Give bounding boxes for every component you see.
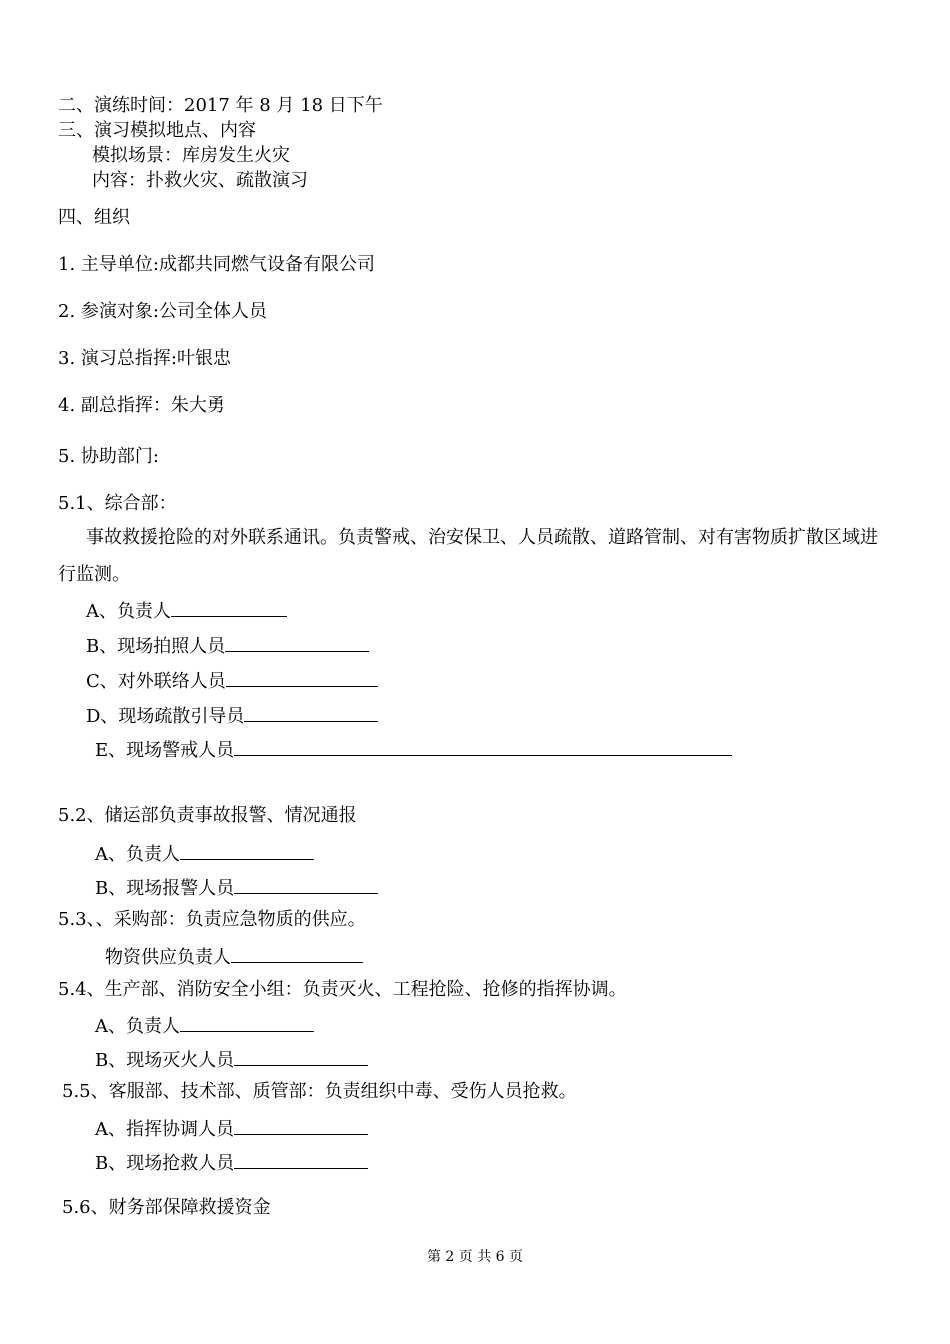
assist-departments: 5. 协助部门: (58, 446, 159, 467)
s51-c-label: C、对外联络人员 (86, 671, 226, 692)
section-5-6: 5.6、财务部保障救援资金 (62, 1197, 271, 1218)
s54-a-blank (180, 1013, 314, 1032)
deputy-commander: 4. 副总指挥：朱大勇 (58, 395, 225, 416)
s51-c-row (86, 668, 378, 693)
s52-a-blank (180, 841, 314, 860)
s51-e-label: E、现场警戒人员 (95, 740, 235, 761)
s51-a-blank (171, 598, 287, 617)
s51-a-row (86, 598, 287, 623)
s53-a-row (105, 944, 363, 969)
host-unit: 1. 主导单位:成都共同燃气设备有限公司 (58, 254, 375, 275)
s52-a-label: A、负责人 (95, 844, 180, 865)
section-5-1-desc-1: 事故救援抢险的对外联系通讯。负责警戒、治安保卫、人员疏散、道路管制、对有害物质扩散区域进 (86, 527, 878, 548)
participants: 2. 参演对象:公司全体人员 (58, 301, 267, 322)
s51-e-blank (234, 737, 732, 756)
section-5-1: 5.1、综合部： (58, 493, 177, 514)
s52-b-blank (234, 875, 378, 894)
s51-b-blank (225, 633, 369, 652)
s54-a-label: A、负责人 (95, 1016, 180, 1037)
s52-a-row (95, 841, 314, 866)
s55-a-row (95, 1116, 368, 1141)
section-5-4: 5.4、生产部、消防安全小组：负责灭火、工程抢险、抢修的指挥协调。 (58, 979, 627, 1000)
section-5-5: 5.5、客服部、技术部、质管部：负责组织中毒、受伤人员抢救。 (62, 1081, 577, 1102)
section-5-3: 5.3、、采购部：负责应急物质的供应。 (58, 909, 366, 930)
s54-b-row (95, 1047, 368, 1072)
commander: 3. 演习总指挥:叶银忠 (58, 348, 231, 369)
s53-a-blank (231, 944, 363, 963)
s55-b-blank (234, 1150, 368, 1169)
s55-a-blank (234, 1116, 368, 1135)
s55-a-label: A、指挥协调人员 (95, 1119, 234, 1140)
s54-b-label: B、现场灭火人员 (95, 1050, 235, 1071)
s53-a-label: 物资供应负责人 (105, 947, 231, 968)
s55-b-label: B、现场抢救人员 (95, 1153, 235, 1174)
section-5-2: 5.2、储运部负责事故报警、情况通报 (58, 805, 357, 826)
section-5-1-desc-2: 行监测。 (58, 564, 130, 585)
scene: 模拟场景：库房发生火灾 (92, 145, 290, 166)
s51-b-label: B、现场拍照人员 (86, 636, 226, 657)
s51-d-blank (244, 703, 378, 722)
s51-e-row (95, 737, 732, 762)
drill-time: 二、演练时间：2017 年 8 月 18 日下午 (58, 95, 383, 116)
s52-b-row (95, 875, 378, 900)
s51-d-label: D、现场疏散引导员 (86, 706, 245, 727)
s55-b-row (95, 1150, 368, 1175)
organization-heading: 四、组织 (58, 207, 130, 228)
drill-place-content: 三、演习模拟地点、内容 (58, 120, 256, 141)
s54-a-row (95, 1013, 314, 1038)
page-footer: 第 2 页 共 6 页 (426, 1249, 524, 1265)
s52-b-label: B、现场报警人员 (95, 878, 235, 899)
content: 内容：扑救火灾、疏散演习 (92, 170, 308, 191)
s51-c-blank (226, 668, 378, 687)
s51-b-row (86, 633, 369, 658)
s54-b-blank (234, 1047, 368, 1066)
s51-a-label: A、负责人 (86, 601, 171, 622)
s51-d-row (86, 703, 378, 728)
